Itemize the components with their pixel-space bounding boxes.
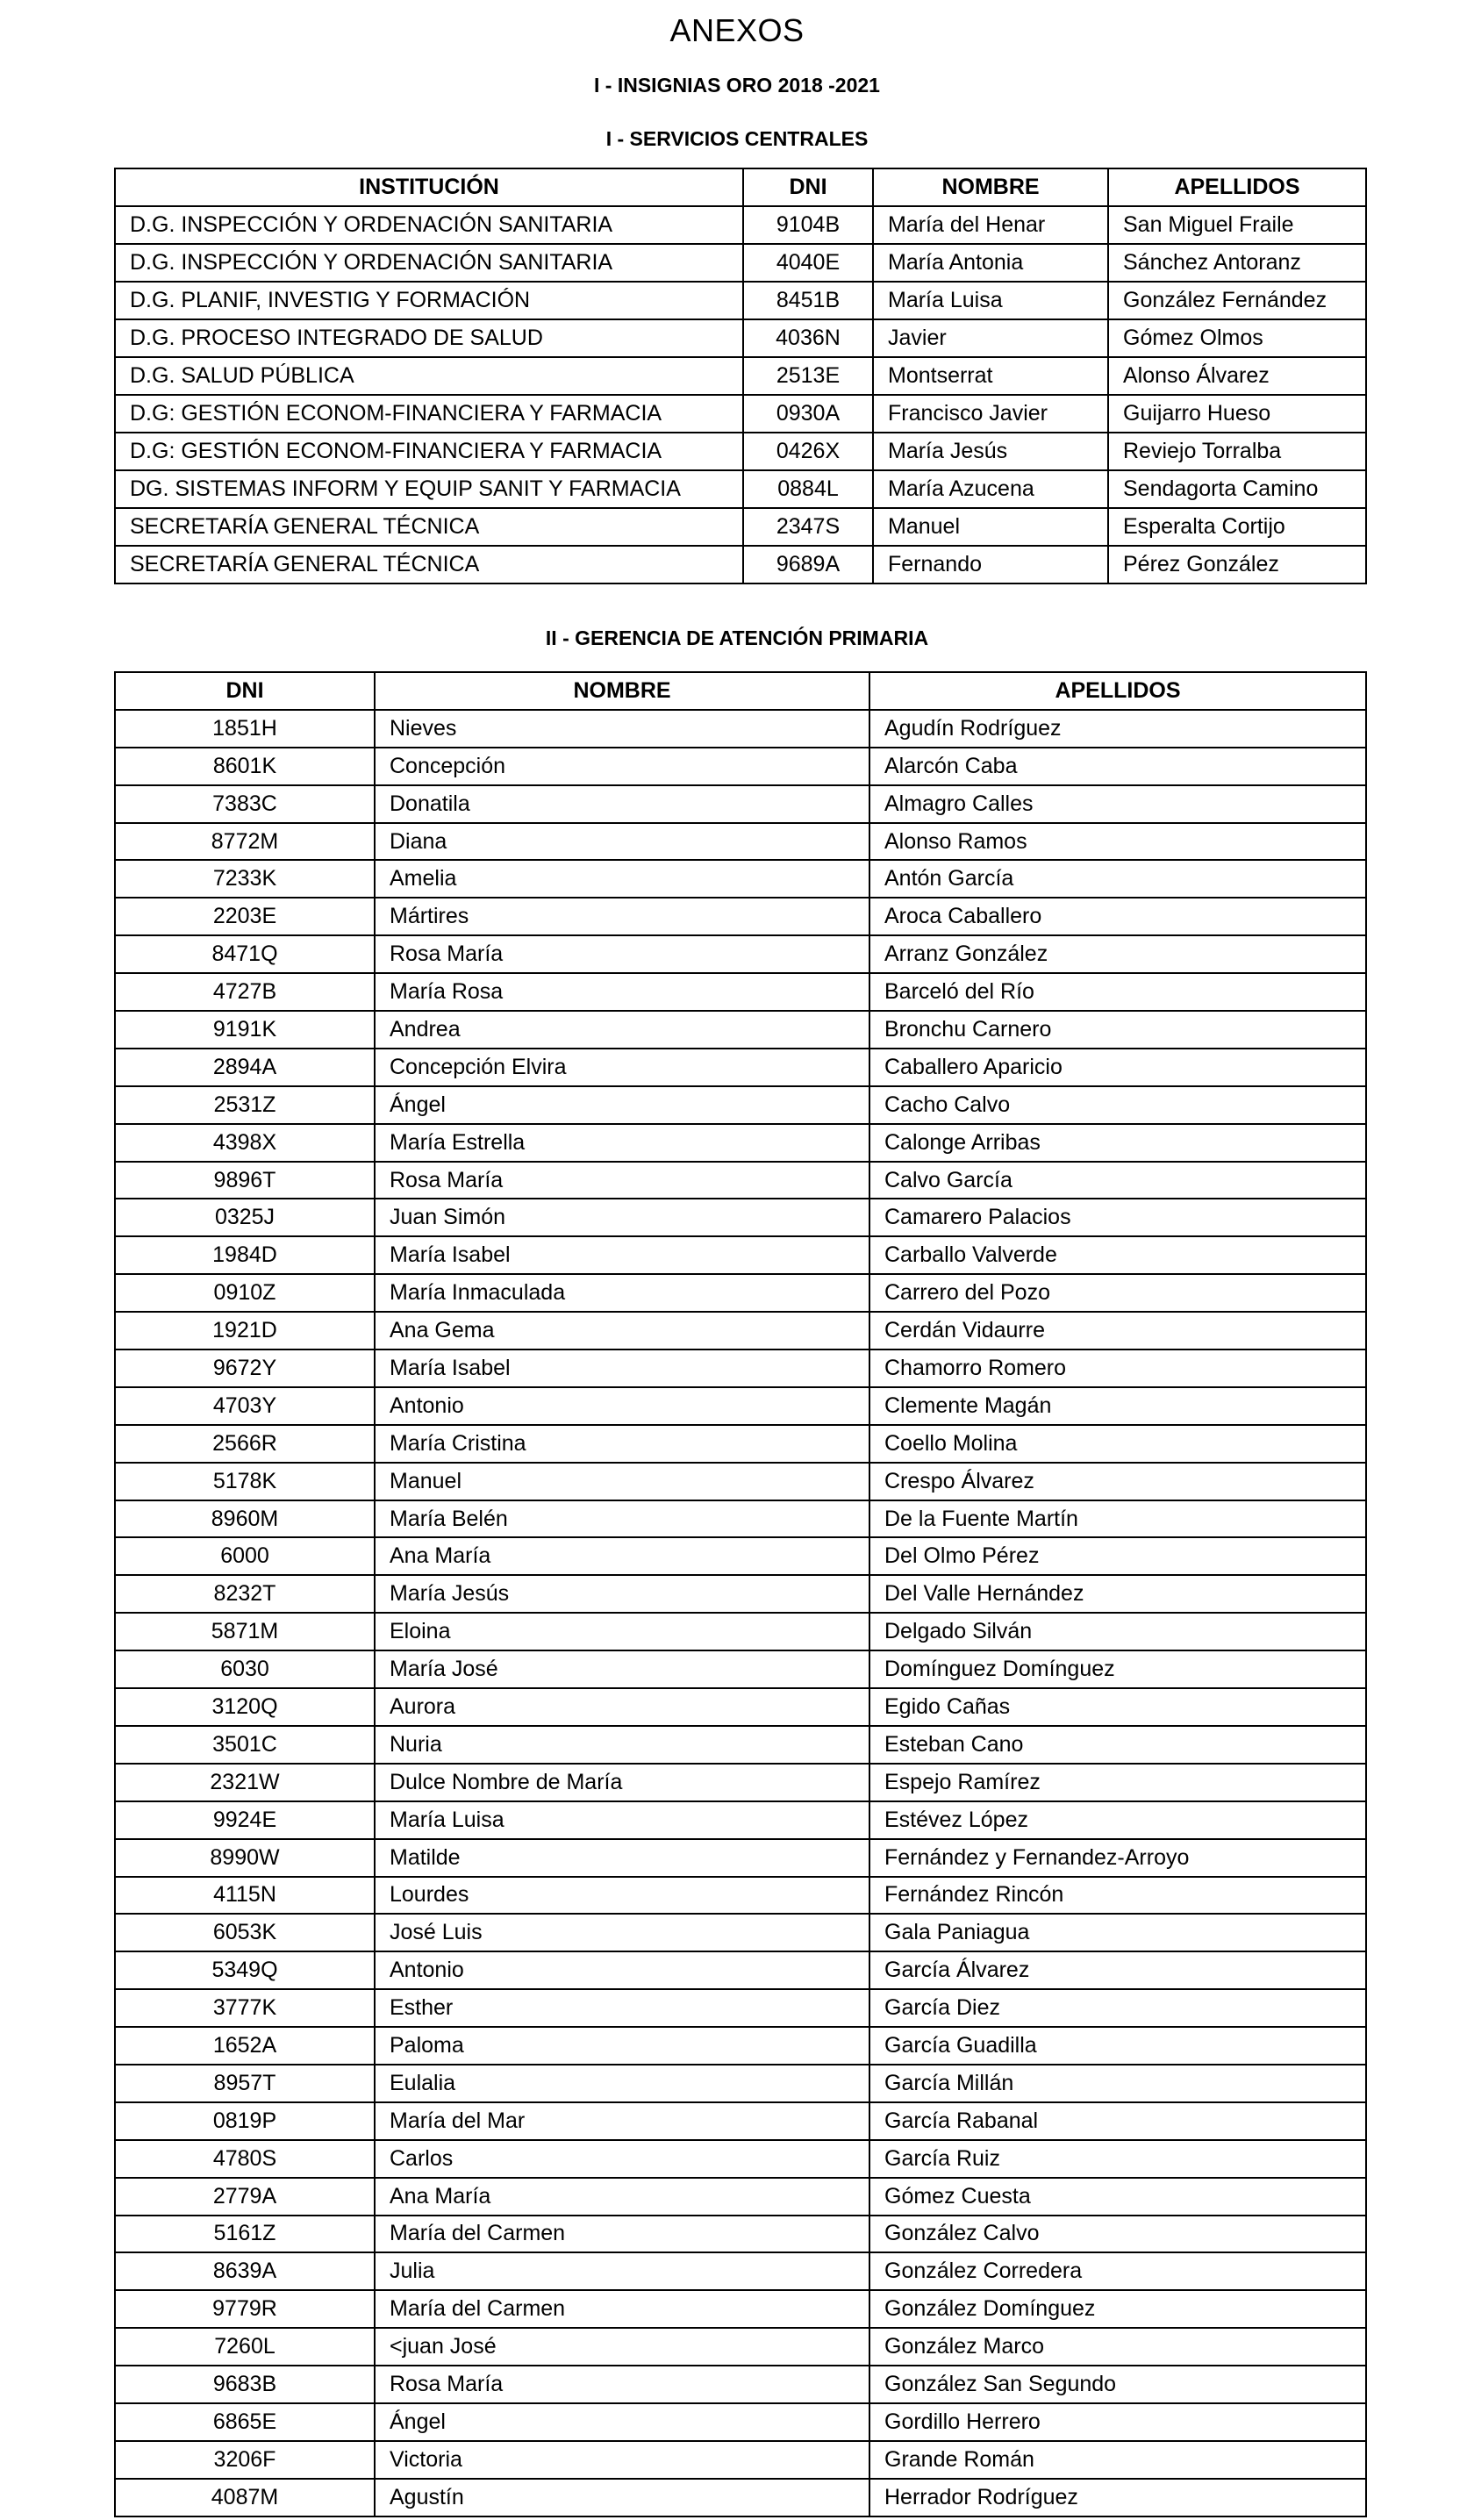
cell-dni: 1851H (115, 710, 375, 748)
cell-apellidos: Almagro Calles (869, 785, 1366, 823)
atencion-primaria-table (114, 671, 1367, 2517)
cell-nombre: Manuel (873, 508, 1108, 546)
table-row (115, 2065, 1366, 2102)
cell-nombre: Amelia (375, 860, 869, 898)
table-row (115, 935, 1366, 973)
table-row (115, 1086, 1366, 1124)
cell-nombre: Fernando (873, 546, 1108, 583)
cell-apellidos: Esteban Cano (869, 1726, 1366, 1764)
table-row (115, 973, 1366, 1011)
cell-dni: 0325J (115, 1199, 375, 1236)
table-row (115, 1537, 1366, 1575)
cell-apellidos: Fernández Rincón (869, 1877, 1366, 1915)
cell-nombre: <juan José (375, 2328, 869, 2366)
header-apellidos: APELLIDOS (869, 672, 1366, 710)
cell-apellidos: Grande Román (869, 2441, 1366, 2479)
cell-apellidos: Carrero del Pozo (869, 1274, 1366, 1312)
cell-apellidos: González Corredera (869, 2252, 1366, 2290)
cell-apellidos: Alarcón Caba (869, 748, 1366, 785)
cell-apellidos: Sendagorta Camino (1108, 470, 1366, 508)
header-institucion: INSTITUCIÓN (115, 168, 743, 206)
cell-dni: 2203E (115, 898, 375, 935)
cell-dni: 8990W (115, 1839, 375, 1877)
cell-apellidos: González Domínguez (869, 2290, 1366, 2328)
cell-dni: 0426X (743, 433, 873, 470)
servicios-centrales-table (114, 168, 1367, 584)
cell-institucion: D.G: GESTIÓN ECONOM-FINANCIERA Y FARMACIA (115, 395, 743, 433)
table-row (115, 1199, 1366, 1236)
cell-nombre: María Cristina (375, 1425, 869, 1463)
cell-dni: 3206F (115, 2441, 375, 2479)
cell-nombre: Eloina (375, 1613, 869, 1650)
cell-dni: 4727B (115, 973, 375, 1011)
cell-nombre: María Antonia (873, 244, 1108, 282)
table-row (115, 1914, 1366, 1951)
cell-dni: 2321W (115, 1764, 375, 1801)
cell-apellidos: Cacho Calvo (869, 1086, 1366, 1124)
cell-dni: 4087M (115, 2479, 375, 2516)
cell-apellidos: Calvo García (869, 1162, 1366, 1199)
header-nombre: NOMBRE (375, 672, 869, 710)
cell-dni: 3120Q (115, 1688, 375, 1726)
cell-apellidos: Agudín Rodríguez (869, 710, 1366, 748)
cell-nombre: Diana (375, 823, 869, 861)
table-row (115, 2328, 1366, 2366)
cell-nombre: Ana Gema (375, 1312, 869, 1349)
cell-nombre: Andrea (375, 1011, 869, 1049)
table-row (115, 1951, 1366, 1989)
cell-dni: 1921D (115, 1312, 375, 1349)
cell-dni: 4703Y (115, 1387, 375, 1425)
cell-dni: 4040E (743, 244, 873, 282)
table-row (115, 2403, 1366, 2441)
cell-apellidos: San Miguel Fraile (1108, 206, 1366, 244)
cell-apellidos: Herrador Rodríguez (869, 2479, 1366, 2516)
cell-dni: 4398X (115, 1124, 375, 1162)
table-row (115, 470, 1366, 508)
cell-apellidos: Caballero Aparicio (869, 1049, 1366, 1086)
cell-apellidos: Delgado Silván (869, 1613, 1366, 1650)
table-row (115, 2140, 1366, 2178)
header-dni: DNI (743, 168, 873, 206)
cell-nombre: María Estrella (375, 1124, 869, 1162)
cell-apellidos: Sánchez Antoranz (1108, 244, 1366, 282)
cell-apellidos: García Ruiz (869, 2140, 1366, 2178)
table-row (115, 1500, 1366, 1538)
cell-apellidos: Antón García (869, 860, 1366, 898)
cell-apellidos: Del Valle Hernández (869, 1575, 1366, 1613)
cell-dni: 0884L (743, 470, 873, 508)
cell-apellidos: Domínguez Domínguez (869, 1650, 1366, 1688)
table-row (115, 823, 1366, 861)
cell-nombre: Rosa María (375, 935, 869, 973)
cell-nombre: Javier (873, 319, 1108, 357)
table-row (115, 1726, 1366, 1764)
cell-nombre: María Isabel (375, 1236, 869, 1274)
cell-dni: 8957T (115, 2065, 375, 2102)
cell-dni: 9924E (115, 1801, 375, 1839)
table-header-row (115, 672, 1366, 710)
table-row (115, 357, 1366, 395)
cell-dni: 2779A (115, 2178, 375, 2216)
cell-institucion: D.G. PROCESO INTEGRADO DE SALUD (115, 319, 743, 357)
cell-dni: 1984D (115, 1236, 375, 1274)
table-row (115, 1387, 1366, 1425)
table-row (115, 1425, 1366, 1463)
cell-nombre: María Jesús (375, 1575, 869, 1613)
cell-dni: 9672Y (115, 1349, 375, 1387)
header-dni: DNI (115, 672, 375, 710)
cell-nombre: Antonio (375, 1387, 869, 1425)
table-row (115, 860, 1366, 898)
cell-nombre: Dulce Nombre de María (375, 1764, 869, 1801)
cell-dni: 8471Q (115, 935, 375, 973)
cell-dni: 0930A (743, 395, 873, 433)
cell-apellidos: Camarero Palacios (869, 1199, 1366, 1236)
cell-dni: 9779R (115, 2290, 375, 2328)
table-row (115, 319, 1366, 357)
cell-apellidos: García Millán (869, 2065, 1366, 2102)
cell-apellidos: Estévez López (869, 1801, 1366, 1839)
cell-institucion: D.G: GESTIÓN ECONOM-FINANCIERA Y FARMACIA (115, 433, 743, 470)
cell-dni: 1652A (115, 2027, 375, 2065)
cell-institucion: SECRETARÍA GENERAL TÉCNICA (115, 508, 743, 546)
table-header-row (115, 168, 1366, 206)
cell-dni: 8772M (115, 823, 375, 861)
cell-apellidos: García Guadilla (869, 2027, 1366, 2065)
cell-institucion: SECRETARÍA GENERAL TÉCNICA (115, 546, 743, 583)
cell-nombre: Nuria (375, 1726, 869, 1764)
cell-apellidos: González Calvo (869, 2216, 1366, 2253)
cell-apellidos: Fernández y Fernandez-Arroyo (869, 1839, 1366, 1877)
cell-nombre: Ángel (375, 1086, 869, 1124)
cell-dni: 2513E (743, 357, 873, 395)
cell-nombre: Mártires (375, 898, 869, 935)
cell-apellidos: Aroca Caballero (869, 898, 1366, 935)
cell-dni: 5871M (115, 1613, 375, 1650)
cell-nombre: María Belén (375, 1500, 869, 1538)
table-row (115, 2216, 1366, 2253)
table-row (115, 1877, 1366, 1915)
cell-apellidos: Reviejo Torralba (1108, 433, 1366, 470)
cell-dni: 3777K (115, 1989, 375, 2027)
cell-apellidos: Del Olmo Pérez (869, 1537, 1366, 1575)
cell-nombre: Concepción (375, 748, 869, 785)
cell-apellidos: Gómez Cuesta (869, 2178, 1366, 2216)
cell-apellidos: Alonso Ramos (869, 823, 1366, 861)
cell-dni: 9896T (115, 1162, 375, 1199)
table-row (115, 1162, 1366, 1199)
cell-dni: 2347S (743, 508, 873, 546)
cell-nombre: José Luis (375, 1914, 869, 1951)
cell-dni: 6030 (115, 1650, 375, 1688)
cell-dni: 7260L (115, 2328, 375, 2366)
cell-institucion: DG. SISTEMAS INFORM Y EQUIP SANIT Y FARMACIA (115, 470, 743, 508)
cell-apellidos: Esperalta Cortijo (1108, 508, 1366, 546)
cell-dni: 0910Z (115, 1274, 375, 1312)
header-nombre: NOMBRE (873, 168, 1108, 206)
servicios-centrales-heading: I - SERVICIOS CENTRALES (605, 127, 869, 150)
table-row (115, 1349, 1366, 1387)
cell-nombre: Paloma (375, 2027, 869, 2065)
table-row (115, 710, 1366, 748)
table-row (115, 2366, 1366, 2403)
cell-apellidos: Egido Cañas (869, 1688, 1366, 1726)
cell-nombre: Ana María (375, 2178, 869, 2216)
cell-nombre: Esther (375, 1989, 869, 2027)
table-row (115, 244, 1366, 282)
cell-nombre: Antonio (375, 1951, 869, 1989)
cell-nombre: Ana María (375, 1537, 869, 1575)
cell-nombre: Lourdes (375, 1877, 869, 1915)
table-row (115, 1764, 1366, 1801)
cell-institucion: D.G. INSPECCIÓN Y ORDENACIÓN SANITARIA (115, 206, 743, 244)
cell-apellidos: Barceló del Río (869, 973, 1366, 1011)
cell-dni: 4036N (743, 319, 873, 357)
cell-apellidos: Arranz González (869, 935, 1366, 973)
cell-apellidos: González Fernández (1108, 282, 1366, 319)
cell-nombre: María Azucena (873, 470, 1108, 508)
table-row (115, 1613, 1366, 1650)
cell-apellidos: Calonge Arribas (869, 1124, 1366, 1162)
cell-dni: 9683B (115, 2366, 375, 2403)
table-row (115, 748, 1366, 785)
header-apellidos: APELLIDOS (1108, 168, 1366, 206)
cell-nombre: María Jesús (873, 433, 1108, 470)
cell-apellidos: Carballo Valverde (869, 1236, 1366, 1274)
cell-nombre: María del Henar (873, 206, 1108, 244)
table-row (115, 1274, 1366, 1312)
cell-institucion: D.G. SALUD PÚBLICA (115, 357, 743, 395)
table-row (115, 1124, 1366, 1162)
cell-nombre: María Inmaculada (375, 1274, 869, 1312)
cell-nombre: María Luisa (873, 282, 1108, 319)
cell-nombre: María del Mar (375, 2102, 869, 2140)
cell-nombre: Aurora (375, 1688, 869, 1726)
table-row (115, 546, 1366, 583)
cell-apellidos: González Marco (869, 2328, 1366, 2366)
cell-nombre: María Luisa (375, 1801, 869, 1839)
cell-dni: 8232T (115, 1575, 375, 1613)
cell-nombre: Nieves (375, 710, 869, 748)
cell-nombre: Victoria (375, 2441, 869, 2479)
cell-apellidos: Gómez Olmos (1108, 319, 1366, 357)
table-row (115, 395, 1366, 433)
cell-apellidos: González San Segundo (869, 2366, 1366, 2403)
cell-nombre: María Isabel (375, 1349, 869, 1387)
table-row (115, 433, 1366, 470)
cell-dni: 0819P (115, 2102, 375, 2140)
table-row (115, 1688, 1366, 1726)
cell-nombre: Montserrat (873, 357, 1108, 395)
cell-nombre: María del Carmen (375, 2216, 869, 2253)
cell-dni: 8451B (743, 282, 873, 319)
table-row (115, 2290, 1366, 2328)
table-row (115, 785, 1366, 823)
cell-dni: 2894A (115, 1049, 375, 1086)
cell-dni: 4115N (115, 1877, 375, 1915)
cell-dni: 6053K (115, 1914, 375, 1951)
cell-dni: 8601K (115, 748, 375, 785)
cell-nombre: Agustín (375, 2479, 869, 2516)
cell-apellidos: Cerdán Vidaurre (869, 1312, 1366, 1349)
cell-apellidos: Bronchu Carnero (869, 1011, 1366, 1049)
cell-dni: 6865E (115, 2403, 375, 2441)
cell-nombre: Eulalia (375, 2065, 869, 2102)
table-row (115, 1049, 1366, 1086)
cell-nombre: Rosa María (375, 1162, 869, 1199)
cell-nombre: Julia (375, 2252, 869, 2290)
table-row (115, 508, 1366, 546)
cell-dni: 4780S (115, 2140, 375, 2178)
cell-apellidos: Guijarro Hueso (1108, 395, 1366, 433)
table-row (115, 1575, 1366, 1613)
table-row (115, 898, 1366, 935)
table-row (115, 2479, 1366, 2516)
cell-dni: 7233K (115, 860, 375, 898)
cell-apellidos: Gala Paniagua (869, 1914, 1366, 1951)
cell-apellidos: Alonso Álvarez (1108, 357, 1366, 395)
table-row (115, 2441, 1366, 2479)
table-row (115, 1011, 1366, 1049)
cell-nombre: María Rosa (375, 973, 869, 1011)
table-row (115, 2178, 1366, 2216)
cell-apellidos: Espejo Ramírez (869, 1764, 1366, 1801)
table-row (115, 1989, 1366, 2027)
table-row (115, 1463, 1366, 1500)
table-row (115, 2102, 1366, 2140)
cell-nombre: Carlos (375, 2140, 869, 2178)
cell-apellidos: Clemente Magán (869, 1387, 1366, 1425)
table-row (115, 2252, 1366, 2290)
cell-dni: 8960M (115, 1500, 375, 1538)
cell-dni: 6000 (115, 1537, 375, 1575)
cell-dni: 2566R (115, 1425, 375, 1463)
table-row (115, 1236, 1366, 1274)
cell-dni: 5178K (115, 1463, 375, 1500)
cell-dni: 2531Z (115, 1086, 375, 1124)
table-row (115, 1839, 1366, 1877)
cell-institucion: D.G. PLANIF, INVESTIG Y FORMACIÓN (115, 282, 743, 319)
insignias-subtitle: I - INSIGNIAS ORO 2018 -2021 (594, 74, 880, 97)
cell-apellidos: Gordillo Herrero (869, 2403, 1366, 2441)
cell-apellidos: Pérez González (1108, 546, 1366, 583)
table-row (115, 1801, 1366, 1839)
document-title: ANEXOS (669, 12, 805, 48)
cell-apellidos: Crespo Álvarez (869, 1463, 1366, 1500)
cell-apellidos: García Álvarez (869, 1951, 1366, 1989)
table-row (115, 282, 1366, 319)
table-row (115, 1650, 1366, 1688)
cell-nombre: Francisco Javier (873, 395, 1108, 433)
cell-dni: 7383C (115, 785, 375, 823)
cell-nombre: Donatila (375, 785, 869, 823)
cell-dni: 3501C (115, 1726, 375, 1764)
cell-nombre: Manuel (375, 1463, 869, 1500)
cell-institucion: D.G. INSPECCIÓN Y ORDENACIÓN SANITARIA (115, 244, 743, 282)
cell-apellidos: De la Fuente Martín (869, 1500, 1366, 1538)
cell-dni: 5161Z (115, 2216, 375, 2253)
cell-dni: 9689A (743, 546, 873, 583)
cell-nombre: María del Carmen (375, 2290, 869, 2328)
cell-dni: 9191K (115, 1011, 375, 1049)
cell-dni: 5349Q (115, 1951, 375, 1989)
cell-dni: 8639A (115, 2252, 375, 2290)
cell-apellidos: Chamorro Romero (869, 1349, 1366, 1387)
cell-nombre: Rosa María (375, 2366, 869, 2403)
cell-nombre: Concepción Elvira (375, 1049, 869, 1086)
table-row (115, 206, 1366, 244)
cell-nombre: Matilde (375, 1839, 869, 1877)
cell-apellidos: García Diez (869, 1989, 1366, 2027)
atencion-primaria-heading: II - GERENCIA DE ATENCIÓN PRIMARIA (545, 626, 929, 649)
cell-nombre: María José (375, 1650, 869, 1688)
cell-nombre: Juan Simón (375, 1199, 869, 1236)
cell-dni: 9104B (743, 206, 873, 244)
table-row (115, 1312, 1366, 1349)
cell-apellidos: Coello Molina (869, 1425, 1366, 1463)
cell-apellidos: García Rabanal (869, 2102, 1366, 2140)
table-row (115, 2027, 1366, 2065)
cell-nombre: Ángel (375, 2403, 869, 2441)
